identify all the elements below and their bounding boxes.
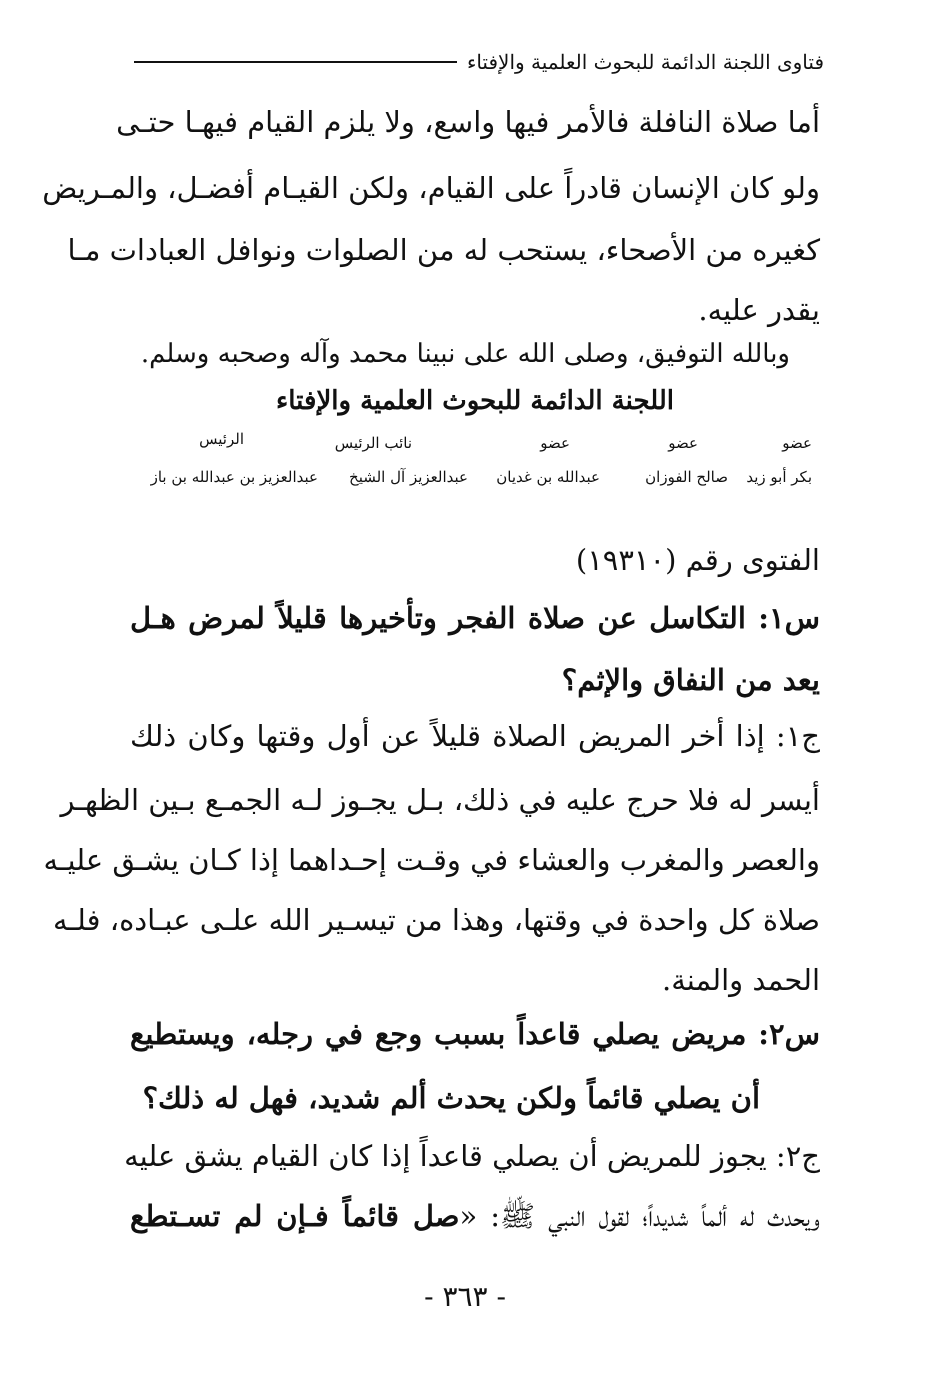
signature-name: بكر أبو زيد [746, 468, 812, 486]
paragraph-line: ولو كان الإنسان قادراً على القيام، ولكن القيـام أفضـل، والمـريض [42, 171, 820, 205]
answer-line: الحمد والمنة. [662, 963, 820, 997]
page-number: - ٣٦٣ - [424, 1280, 506, 1313]
signature-role: عضو [782, 434, 812, 452]
answer-text: ويحدث له ألماً شديداً؛ لقول النبي ﷺ: « [459, 1199, 820, 1233]
signature-role: عضو [540, 434, 570, 452]
answer-line: صلاة كل واحدة في وقتها، وهذا من تيسـير الله علـى عبـاده، فلـه [52, 903, 820, 937]
question-line: أن يصلي قائماً ولكن يحدث ألم شديد، فهل له ذلك؟ [142, 1081, 760, 1115]
answer-line: ج١: إذا أخر المريض الصلاة قليلاً عن أول وقتها وكان ذلك [130, 719, 820, 753]
answer-line: والعصر والمغرب والعشاء في وقـت إحـداهما إذا كـان يشـق عليـه [43, 843, 820, 877]
question-line: س٢: مريض يصلي قاعداً بسبب وجع في رجله، ويستطيع [130, 1017, 820, 1051]
signature-name: عبدالله بن غديان [496, 468, 600, 486]
running-title: فتاوى اللجنة الدائمة للبحوث العلمية والإفتاء [466, 50, 824, 74]
header-rule [134, 61, 457, 63]
signature-name: عبدالعزيز آل الشيخ [349, 468, 468, 486]
answer-line: أيسر له فلا حرج عليه في ذلك، بـل يجـوز لـه الجمـع بـين الظهـر [60, 783, 820, 817]
paragraph-line: أما صلاة النافلة فالأمر فيها واسع، ولا يلزم القيام فيهـا حتـى [116, 105, 820, 139]
answer-line: ج٢: يجوز للمريض أن يصلي قاعداً إذا كان القيام يشق عليه [124, 1139, 820, 1173]
committee-title: اللجنة الدائمة للبحوث العلمية والإفتاء [276, 386, 674, 416]
closing-prayer: وبالله التوفيق، وصلى الله على نبينا محمد وآله وصحبه وسلم. [140, 339, 790, 369]
hadith-quote: صل قائماً فـإن لم تسـتطع [130, 1199, 460, 1233]
paragraph-line: كغيره من الأصحاء، يستحب له من الصلوات ونوافل العبادات مـا [67, 233, 820, 267]
fatwa-number: الفتوى رقم (١٩٣١٠) [575, 543, 820, 577]
answer-line [130, 1196, 820, 1236]
paragraph-line: يقدر عليه. [698, 293, 820, 327]
signature-role: الرئيس [199, 430, 244, 448]
question-line: يعد من النفاق والإثم؟ [561, 663, 820, 697]
signature-name: صالح الفوزان [645, 468, 728, 486]
signature-name: عبدالعزيز بن عبدالله بن باز [150, 468, 318, 486]
signature-role: نائب الرئيس [334, 434, 412, 452]
question-line: س١: التكاسل عن صلاة الفجر وتأخيرها قليلاً لمرض هـل [130, 601, 820, 635]
signature-role: عضو [668, 434, 698, 452]
running-header [134, 50, 824, 74]
